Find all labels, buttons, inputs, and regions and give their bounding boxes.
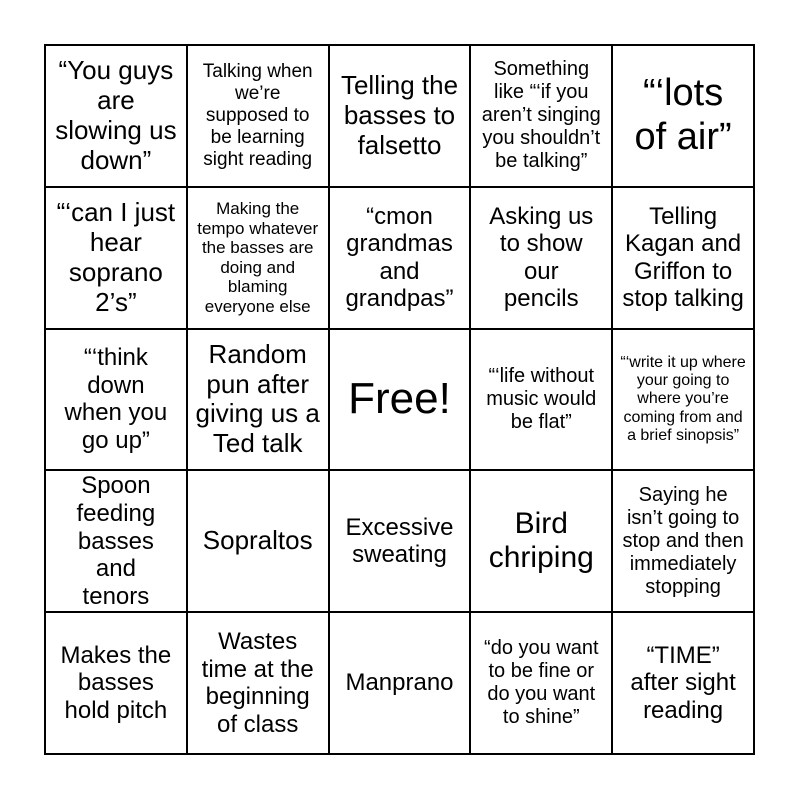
bingo-cell-r4c5[interactable]: Saying he isn’t going to stop and then immediately stopping (613, 471, 753, 611)
bingo-cell-r2c1[interactable]: “‘can I just hear soprano 2’s” (46, 188, 186, 328)
bingo-cell-r4c4[interactable]: Bird chriping (471, 471, 611, 611)
bingo-cell-r5c5[interactable]: “TIME” after sight reading (613, 613, 753, 753)
bingo-cell-r2c2[interactable]: Making the tempo whatever the basses are doing and blaming everyone else (188, 188, 328, 328)
bingo-cell-r3c5[interactable]: “‘write it up where your going to where you’re coming from and a brief sinopsis” (613, 330, 753, 470)
bingo-cell-r1c2[interactable]: Talking when we’re supposed to be learning sight reading (188, 46, 328, 186)
bingo-cell-r4c2[interactable]: Sopraltos (188, 471, 328, 611)
bingo-cell-r5c4[interactable]: “do you want to be fine or do you want to shine” (471, 613, 611, 753)
bingo-cell-r3c4[interactable]: “‘life without music would be flat” (471, 330, 611, 470)
bingo-cell-free[interactable]: Free! (330, 330, 470, 470)
bingo-cell-r1c3[interactable]: Telling the basses to falsetto (330, 46, 470, 186)
bingo-cell-r1c5[interactable]: “‘lots of air” (613, 46, 753, 186)
bingo-cell-r3c2[interactable]: Random pun after giving us a Ted talk (188, 330, 328, 470)
bingo-cell-r2c5[interactable]: Telling Kagan and Griffon to stop talking (613, 188, 753, 328)
bingo-cell-r1c1[interactable]: “You guys are slowing us down” (46, 46, 186, 186)
bingo-cell-r2c4[interactable]: Asking us to show our pencils (471, 188, 611, 328)
bingo-cell-r3c1[interactable]: “‘think down when you go up” (46, 330, 186, 470)
bingo-cell-r4c1[interactable]: Spoon feeding basses and tenors (46, 471, 186, 611)
bingo-cell-r5c3[interactable]: Manprano (330, 613, 470, 753)
bingo-cell-r1c4[interactable]: Something like “‘if you aren’t singing you shouldn’t be talking” (471, 46, 611, 186)
bingo-cell-r4c3[interactable]: Excessive sweating (330, 471, 470, 611)
bingo-cell-r2c3[interactable]: “cmon grandmas and grandpas” (330, 188, 470, 328)
bingo-card (44, 44, 755, 755)
bingo-cell-r5c2[interactable]: Wastes time at the beginning of class (188, 613, 328, 753)
bingo-cell-r5c1[interactable]: Makes the basses hold pitch (46, 613, 186, 753)
